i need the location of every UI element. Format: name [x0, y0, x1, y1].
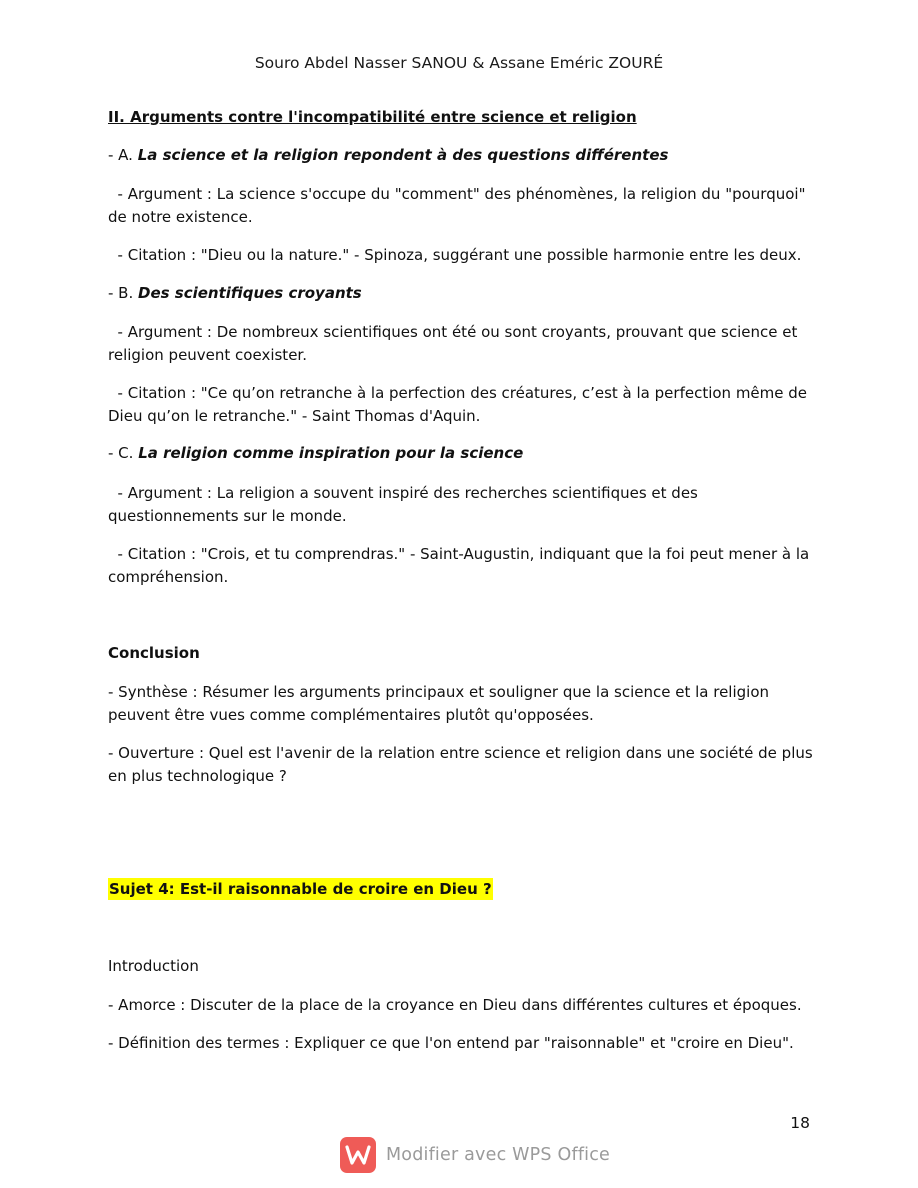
- subsection-a-heading: [108, 146, 668, 164]
- subsection-a-argument: - Argument : La science s'occupe du "comment" des phénomènes, la religion du "pourquoi" de notre existence.: [108, 185, 811, 226]
- subsection-a-title: La science et la religion repondent à des questions différentes: [137, 146, 669, 164]
- section-2-title: II. Arguments contre l'incompatibilité entre science et religion: [108, 108, 637, 126]
- subsection-c-citation: - Citation : "Crois, et tu comprendras." - Saint-Augustin, indiquant que la foi peut mener à la compréhension.: [108, 545, 815, 586]
- conclusion-title: Conclusion: [108, 644, 200, 662]
- sujet4-title: Sujet 4: Est-il raisonnable de croire en Dieu ?: [109, 880, 492, 898]
- subsection-c-title: La religion comme inspiration pour la science: [138, 444, 524, 462]
- wps-edit-badge[interactable]: [340, 1136, 610, 1174]
- subsection-b-title: Des scientifiques croyants: [138, 284, 362, 302]
- sujet4-introduction-label: Introduction: [108, 957, 199, 975]
- sujet4-title-wrapper: [108, 880, 493, 898]
- subsection-c-argument: - Argument : La religion a souvent inspiré des recherches scientifiques et des questionnements sur le monde.: [108, 484, 703, 525]
- subsection-c-heading: [108, 444, 523, 462]
- conclusion-ouverture: - Ouverture : Quel est l'avenir de la relation entre science et religion dans une société de plus en plus technologique ?: [108, 744, 813, 785]
- wps-logo-icon: [340, 1137, 376, 1173]
- subsection-a-citation: - Citation : "Dieu ou la nature." - Spinoza, suggérant une possible harmonie entre les deux.: [108, 246, 802, 264]
- subsection-b-citation: - Citation : "Ce qu’on retranche à la perfection des créatures, c’est à la perfection même de Dieu qu’on le retranche." - Saint Thomas d'Aquin.: [108, 384, 812, 425]
- page-header-authors: Souro Abdel Nasser SANOU & Assane Eméric ZOURÉ: [254, 54, 664, 72]
- sujet4-amorce: - Amorce : Discuter de la place de la croyance en Dieu dans différentes cultures et époques.: [108, 996, 802, 1014]
- sujet4-definition: - Définition des termes : Expliquer ce que l'on entend par "raisonnable" et "croire en Dieu".: [108, 1034, 794, 1052]
- page-number: 18: [790, 1114, 810, 1132]
- subsection-b-argument: - Argument : De nombreux scientifiques ont été ou sont croyants, prouvant que science et religion peuvent coexister.: [108, 323, 803, 364]
- subsection-b-prefix: - B.: [108, 284, 139, 302]
- wps-edit-label[interactable]: Modifier avec WPS Office: [386, 1145, 611, 1165]
- subsection-b-heading: [108, 284, 362, 302]
- conclusion-synthese: - Synthèse : Résumer les arguments principaux et souligner que la science et la religion peuvent être vues comme complémentaires plutôt qu'opposées.: [108, 683, 770, 724]
- subsection-c-prefix: - C.: [108, 444, 139, 462]
- subsection-a-prefix: - A.: [108, 146, 138, 164]
